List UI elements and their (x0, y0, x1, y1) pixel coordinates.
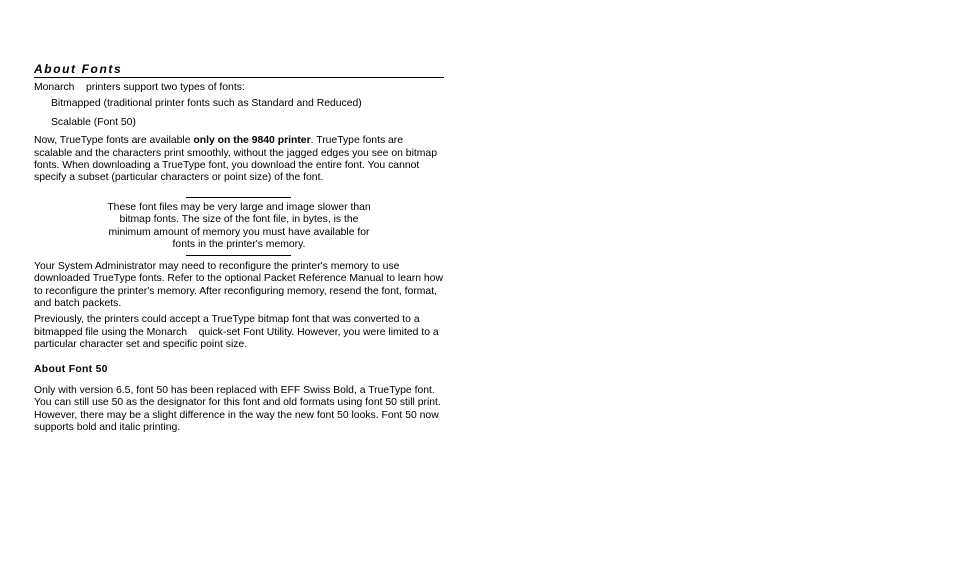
font-type-item-bitmapped: Bitmapped (traditional printer fonts such as Standard and Reduced) (51, 98, 362, 110)
note-top-rule (186, 197, 291, 198)
note-box (34, 185, 444, 257)
document-page (34, 62, 444, 434)
subsection-heading: About Font 50 (34, 363, 108, 375)
truetype-emphasis: only on the 9840 printer (193, 135, 311, 147)
note-text (74, 202, 404, 252)
note-line: These font files may be very large and image slower than (107, 201, 371, 213)
note-line: bitmap fonts. The size of the font file, in bytes, is the (119, 214, 359, 226)
font-type-item-scalable: Scalable (Font 50) (51, 116, 136, 128)
previous-paragraph: Previously, the printers could accept a TrueType bitmap font that was converted to a bitmapped file using the Monarch quick-set Font Utility. However, you were limited to a particular character set and specific point size. (34, 314, 439, 351)
truetype-rest: . TrueType fonts are scalable and the characters print smoothly, without the jagged edges you see on bitmap fonts. When downloading a TrueType font, you download the entire font. You cannot specify a subset (particular characters or point size) of the font. (34, 135, 437, 184)
truetype-paragraph (34, 135, 444, 185)
note-bottom-rule (186, 255, 291, 256)
section-heading: About Fonts (34, 62, 444, 78)
note-line: fonts in the printer's memory. (172, 239, 306, 251)
intro-paragraph: Monarch printers support two types of fonts: (34, 82, 245, 93)
note-line: minimum amount of memory you must have available for (108, 226, 370, 238)
font50-paragraph: Only with version 6.5, font 50 has been replaced with EFF Swiss Bold, a TrueType font. You can still use 50 as the designator for this font and old formats using font 50 still print. However, there may be a slight difference in the way the new font 50 looks. Font 50 now supports bold and italic printing. (34, 384, 441, 433)
admin-paragraph: Your System Administrator may need to reconfigure the printer's memory to use downloaded TrueType fonts. Refer to the optional Packet Reference Manual to learn how to reconfigure the printer's memory. After reconfiguring memory, resend the font, format, and batch packets. (34, 260, 443, 310)
truetype-lead: Now, TrueType fonts are available (34, 135, 194, 147)
